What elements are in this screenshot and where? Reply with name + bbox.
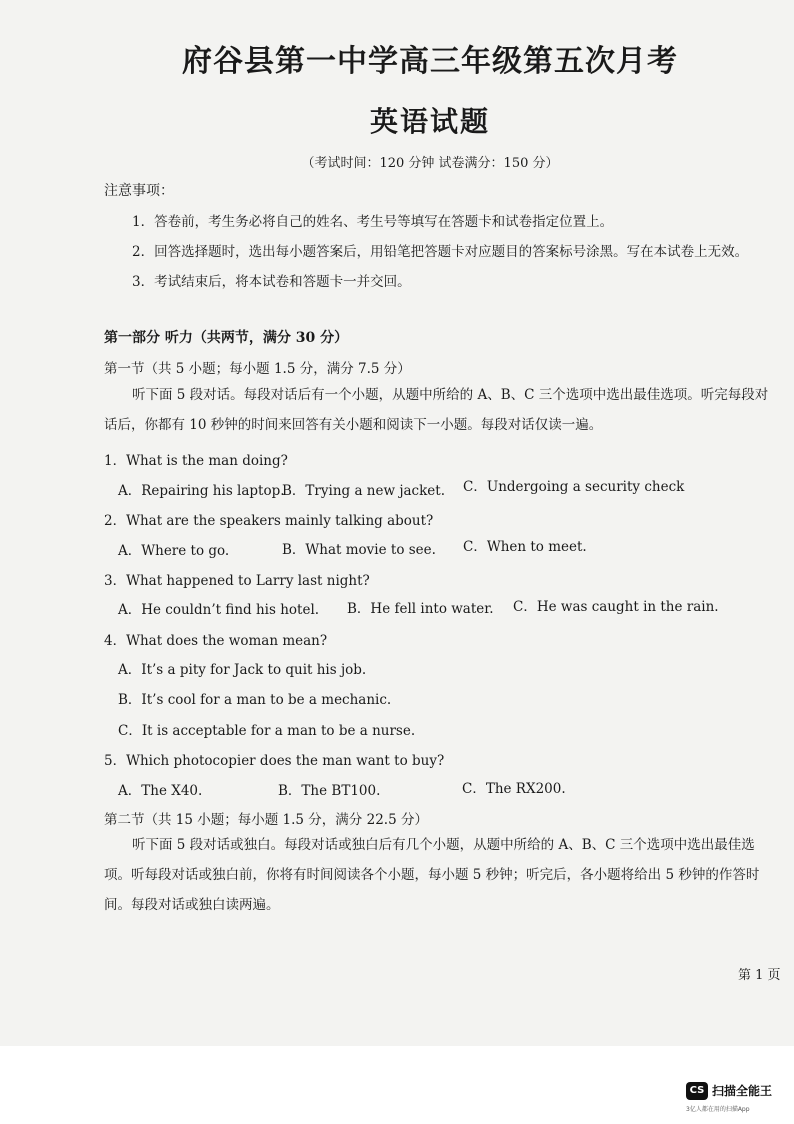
section1-title: 第一节（共 5 小题；每小题 1.5 分，满分 7.5 分） xyxy=(104,361,411,377)
scanner-brand-sub: 3亿人都在用的扫描App xyxy=(686,1106,750,1113)
option-a: A．Repairing his laptop. xyxy=(118,483,285,499)
option-c: C．The RX200. xyxy=(462,781,566,797)
scanner-brand: 扫描全能王 xyxy=(712,1084,773,1098)
scanner-footer xyxy=(0,1046,794,1124)
exam-subtitle: 英语试题 xyxy=(369,105,490,138)
option-a: A．He couldn’t find his hotel. xyxy=(118,602,320,618)
scanner-logo-icon: CS xyxy=(686,1082,708,1100)
option-b: B．He fell into water. xyxy=(347,601,494,617)
note-item: 3．考试结束后，将本试卷和答题卡一并交回。 xyxy=(132,274,411,290)
section1-instructions: 听下面 5 段对话。每段对话后有一个小题，从题中所给的 A、B、C 三个选项中选出最佳选项。听完每段对话后，你都有 10 秒钟的时间来回答有关小题和阅读下一小题。每段对话仅读一遍。 xyxy=(104,387,769,433)
option-c: C．When to meet. xyxy=(463,539,587,555)
question-stem: 1．What is the man doing? xyxy=(104,453,288,469)
question-stem: 5．Which photocopier does the man want to buy? xyxy=(104,753,445,769)
question-stem: 2．What are the speakers mainly talking about? xyxy=(104,513,434,529)
exam-time-info: （考试时间：120 分钟 试卷满分：150 分） xyxy=(301,156,559,171)
section2-instructions: 听下面 5 段对话或独白。每段对话或独白后有几个小题，从题中所给的 A、B、C 三个选项中选出最佳选项。听每段对话或独白前，你将有时间阅读各个小题，每小题 5 秒钟；听完后，各小题将给出 5 秒钟的作答时间。每段对话或独白读两遍。 xyxy=(104,837,760,913)
section2-title: 第二节（共 15 小题；每小题 1.5 分，满分 22.5 分） xyxy=(104,812,428,828)
option-b: B．What movie to see. xyxy=(282,542,436,558)
option-c: C．He was caught in the rain. xyxy=(513,599,719,615)
option-a: A．It’s a pity for Jack to quit his job. xyxy=(118,662,367,678)
option-c: C．Undergoing a security check xyxy=(463,479,685,495)
option-b: B．Trying a new jacket. xyxy=(282,483,446,499)
part1-title: 第一部分 听力（共两节，满分 30 分） xyxy=(104,330,349,346)
notes-heading: 注意事项： xyxy=(104,183,174,199)
note-item: 1．答卷前，考生务必将自己的姓名、考生号等填写在答题卡和试卷指定位置上。 xyxy=(132,214,614,230)
question-stem: 4．What does the woman mean? xyxy=(104,633,328,649)
option-b: B．The BT100. xyxy=(278,783,381,799)
option-c: C．It is acceptable for a man to be a nurse. xyxy=(118,723,416,739)
option-a: A．The X40. xyxy=(118,783,203,799)
note-item: 2．回答选择题时，选出每小题答案后，用铅笔把答题卡对应题目的答案标号涂黑。写在本试卷上无效。 xyxy=(132,244,749,260)
question-stem: 3．What happened to Larry last night? xyxy=(104,573,370,589)
option-a: A．Where to go. xyxy=(118,543,230,559)
option-b: B．It’s cool for a man to be a mechanic. xyxy=(118,692,392,708)
page-number: 第 1 页 xyxy=(738,968,781,983)
exam-title: 府谷县第一中学高三年级第五次月考 xyxy=(182,44,678,79)
